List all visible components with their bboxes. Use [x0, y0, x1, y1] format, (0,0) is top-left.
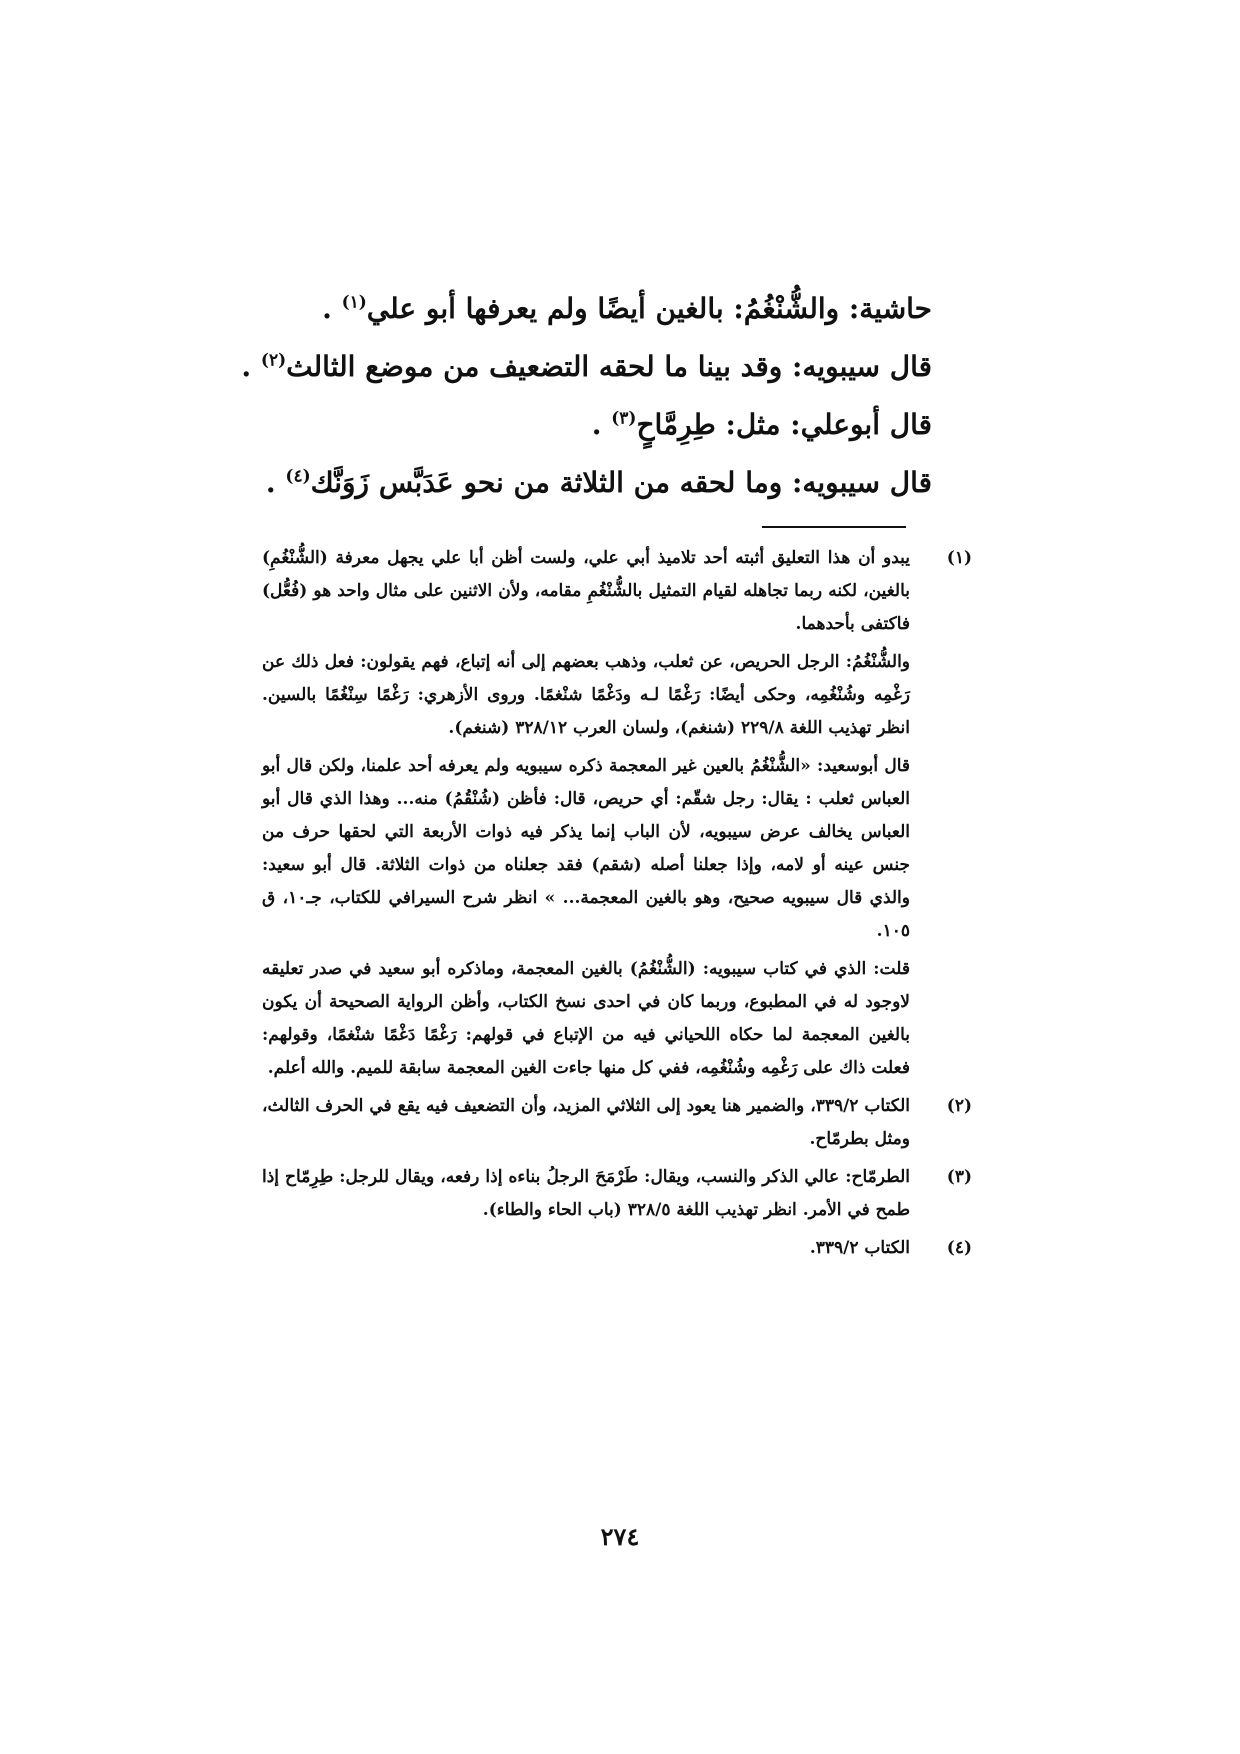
footnote-number: (٣) [946, 1167, 972, 1187]
footnote-number: (٢) [946, 1096, 972, 1116]
line-end: . [265, 466, 276, 499]
footnote-divider [762, 526, 906, 528]
main-line-3 [292, 396, 932, 454]
main-line-text: قال أبوعلي: مثل: طِرِمَّاحٍ [636, 408, 932, 441]
footnote-body [262, 1161, 910, 1232]
main-line-4 [265, 454, 932, 512]
main-line-text: قال سيبويه: وقد بينا ما لحقه التضعيف من موضع الثالث [286, 350, 932, 383]
footnote-paragraph: قلت: الذي في كتاب سيبويه: (الشُّنْغُمُ) بالغين المعجمة، وماذكره أبو سعيد في صدر تعليقه لاوجود له في المطبوع، وربما كان في احدى نسخ الكتاب، وأظن الرواية الصحيحة أن يكون بالغين المعجمة لما حكاه اللحياني فيه من الإتباع في قولهم: رَغْمًا دَغْمًا شنْغمًا، وقولهم: فعلت ذاك على رَغْمِه وشُنْغُمِه، ففي كل منها جاءت الغين المعجمة سابقة للميم. والله أعلم. [262, 959, 910, 1078]
footnote-paragraph: يبدو أن هذا التعليق أثبته أحد تلاميذ أبي علي، ولست أظن أبا علي يجهل معرفة (الشُّنْغُمِ) بالغين، لكنه ربما تجاهله لقيام التمثيل بالشُّنْغُمِ مقامه، ولأن الاثنين على مثال واحد هو (فُعُّل) فاكتفى بأحدهما. [262, 548, 910, 634]
main-line-text: حاشية: والشُّنْغُمُ: بالغين أيضًا ولم يعرفها أبو علي [366, 292, 932, 325]
footnote-1 [262, 542, 972, 1090]
footnote-2 [262, 1090, 972, 1161]
footnote-number: (١) [946, 548, 972, 568]
footnote-paragraph: الكتاب ٣٣٩/٢. [809, 1238, 910, 1258]
footnote-body [262, 1232, 910, 1270]
main-text [241, 280, 932, 512]
line-end: . [322, 292, 332, 325]
main-line-2 [241, 338, 932, 396]
line-end: . [591, 408, 602, 441]
footnote-body [262, 542, 910, 1090]
footnote-paragraph: قال أبوسعيد: «الشُّنْغُمُ بالعين غير المعجمة ذكره سيبويه ولم يعرفه أحد علمنا، ولكن قال أبو العباس ثعلب : يقال: رجل شقّم: أي حريص، قال: فأظن (شُنْقُمُ) منه... وهذا الذي قال أبو العباس يخالف عرض سيبويه، لأن الباب إنما يذكر فيه ذوات الأربعة التي لحقها حرف من جنس عينه أو لامه، وإذا جعلنا أصله (شقم) فقد جعلناه من ذوات الثلاثة. قال أبو سعيد: والذي قال سيبويه صحيح، وهو بالغين المعجمة... » انظر شرح السيرافي للكتاب، جـ١٠، ق ١٠٥. [262, 756, 910, 941]
main-line-text: قال سيبويه: وما لحقه من الثلاثة من نحو عَدَبَّس زَوَنَّك [310, 466, 932, 499]
footnote-paragraph: الكتاب ٣٣٩/٢، والضمير هنا يعود إلى الثلاثي المزيد، وأن التضعيف فيه يقع في الحرف الثالث، ومثل بطرمّاح. [262, 1096, 910, 1149]
footnote-4 [262, 1232, 972, 1270]
footnote-ref: (٢) [260, 350, 287, 371]
footnote-paragraph: والشُّنْغُمُ: الرجل الحريص، عن ثعلب، وذهب بعضهم إلى أنه إتباع، فهم يقولون: فعل ذلك عن رَغْمِه وشُنْغُمِه، وحكى أيضًا: رَغْمًا لـه ودَغْمًا شنْغمًا. وروى الأزهري: رَغْمًا سِنْغُمًا بالسين. انظر تهذيب اللغة ٢٢٩/٨ (شنغم)، ولسان العرب ٣٢٨/١٢ (شنغم). [262, 652, 910, 738]
footnotes [262, 542, 972, 1270]
page-number: ٢٧٤ [600, 1522, 640, 1551]
footnote-paragraph: الطرمّاح: عالي الذكر والنسب، ويقال: طَرْمَحَ الرجلُ بناءه إذا رفعه، ويقال للرجل: طِرِمّاح إذا طمح في الأمر. انظر تهذيب اللغة ٣٢٨/٥ (باب الحاء والطاء). [262, 1167, 910, 1220]
footnote-3 [262, 1161, 972, 1232]
main-line-1 [292, 280, 932, 338]
footnote-ref: (٤) [285, 466, 311, 487]
footnote-ref: (١) [341, 292, 367, 313]
line-end: . [241, 350, 252, 383]
footnote-number: (٤) [946, 1238, 972, 1258]
footnote-body [262, 1090, 910, 1161]
footnote-ref: (٣) [611, 408, 637, 429]
